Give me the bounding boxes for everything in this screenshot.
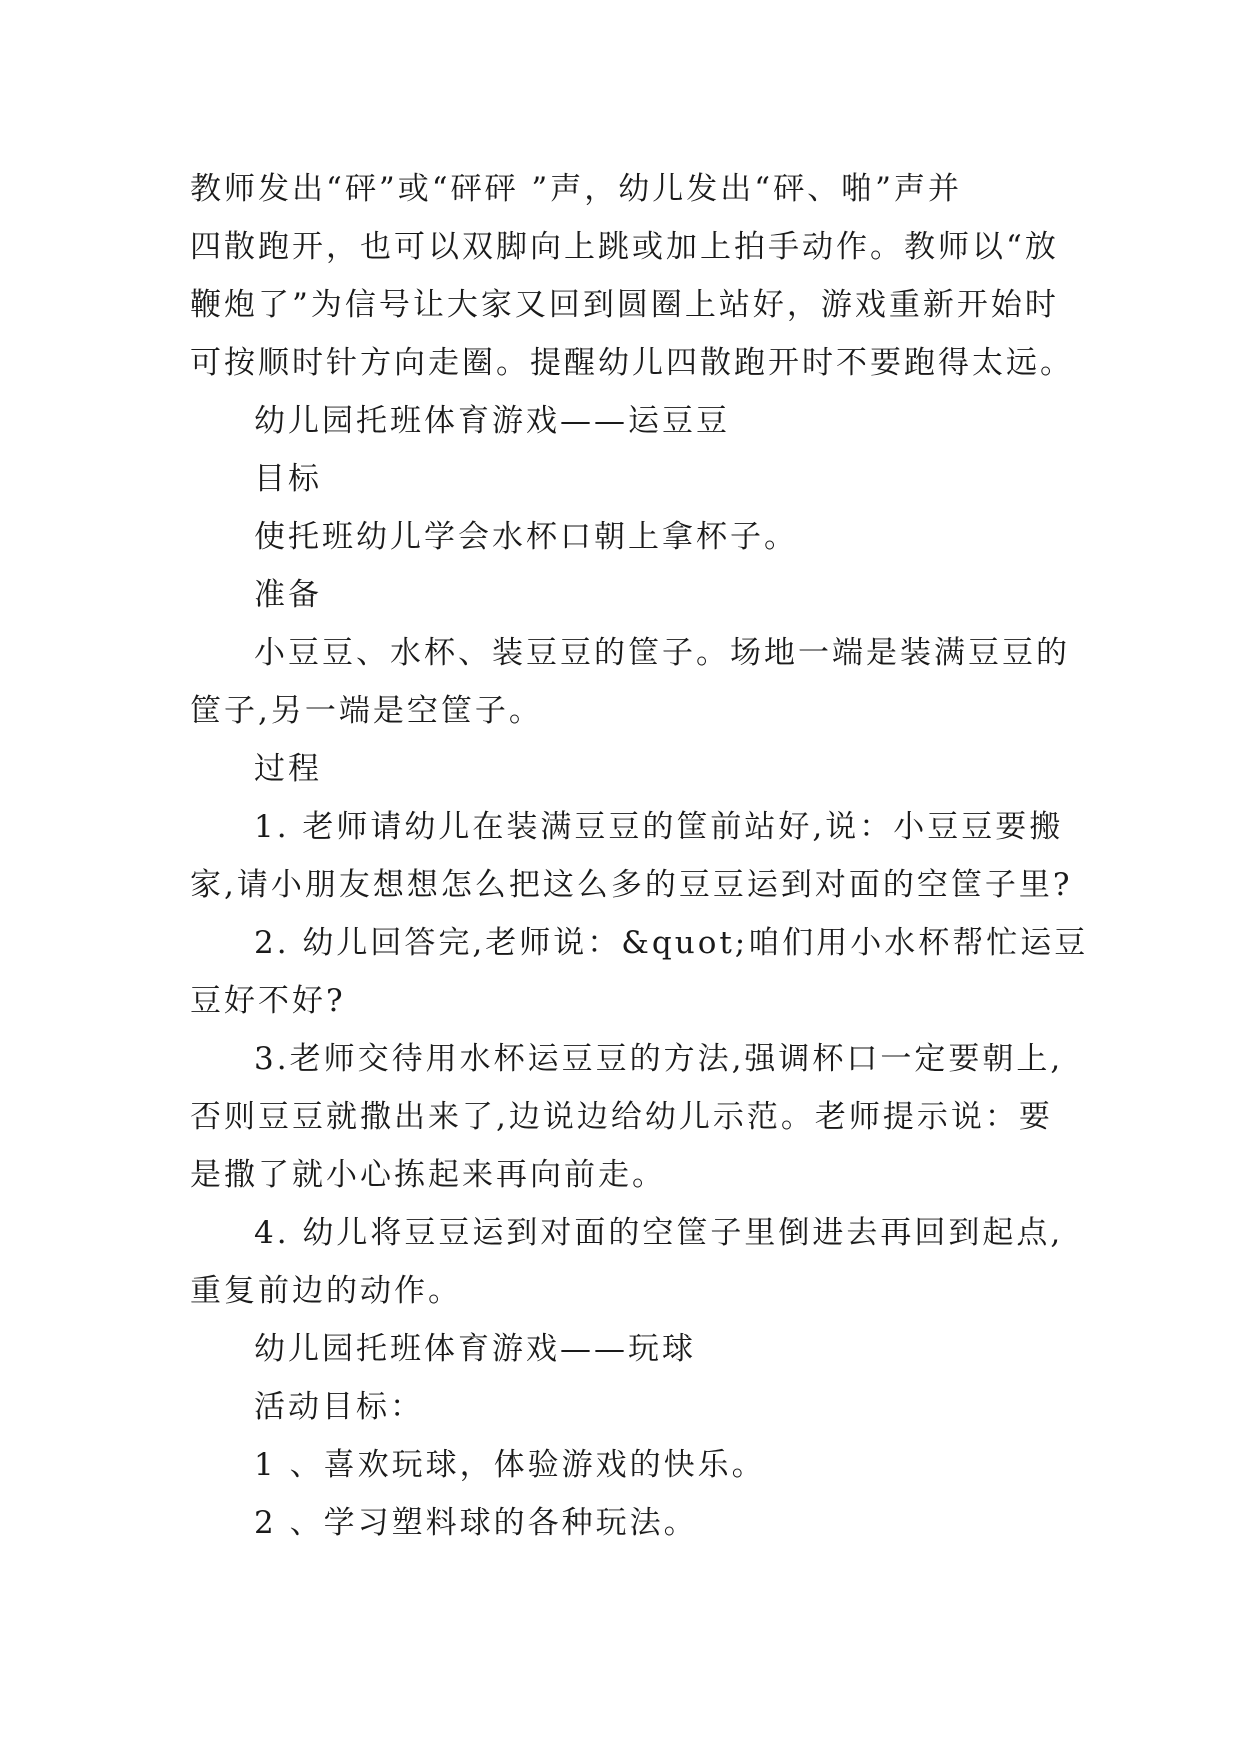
paragraph [190,508,1052,566]
paragraph [190,1320,1052,1378]
text-line: 四散跑开，也可以双脚向上跳或加上拍手动作。教师以“放 [190,229,1059,265]
text-line: 否则豆豆就撒出来了,边说边给幼儿示范。老师提示说：要 [190,1099,1053,1135]
paragraph [190,392,1052,450]
text-line: 幼儿园托班体育游戏——运豆豆 [254,403,730,439]
text-line: 重复前边的动作。 [190,1273,462,1309]
paragraph [190,1494,1052,1552]
text-line: 幼儿园托班体育游戏——玩球 [254,1331,696,1367]
paragraph [190,740,1052,798]
paragraph [190,450,1052,508]
text-line: 筐子,另一端是空筐子。 [190,693,543,729]
paragraph [190,1378,1052,1436]
text-line: 鞭炮了”为信号让大家又回到圆圈上站好，游戏重新开始时 [190,287,1059,323]
paragraph [190,160,1074,392]
text-line: 活动目标： [254,1389,424,1425]
paragraph [190,566,1052,624]
text-line: 2. 幼儿回答完,老师说：&quot;咱们用小水杯帮忙运豆 [254,925,1089,961]
text-line: 3.老师交待用水杯运豆豆的方法,强调杯口一定要朝上, [254,1041,1064,1077]
paragraph [190,1030,1064,1204]
text-line: 1 、喜欢玩球，体验游戏的快乐。 [254,1447,766,1483]
text-line: 豆好不好? [190,983,346,1019]
text-line: 4. 幼儿将豆豆运到对面的空筐子里倒进去再回到起点, [254,1215,1064,1251]
document-body [190,160,1089,1552]
paragraph [190,1204,1064,1320]
paragraph [190,798,1073,914]
text-line: 家,请小朋友想想怎么把这么多的豆豆运到对面的空筐子里? [190,867,1073,903]
paragraph [190,624,1070,740]
text-line: 教师发出“砰”或“砰砰 ”声，幼儿发出“砰、啪”声并 [190,171,962,207]
paragraph [190,914,1089,1030]
text-line: 准备 [254,577,322,613]
text-line: 使托班幼儿学会水杯口朝上拿杯子。 [254,519,798,555]
text-line: 小豆豆、水杯、装豆豆的筐子。场地一端是装满豆豆的 [254,635,1070,671]
text-line: 可按顺时针方向走圈。提醒幼儿四散跑开时不要跑得太远。 [190,345,1074,381]
text-line: 过程 [254,751,322,787]
text-line: 1. 老师请幼儿在装满豆豆的筐前站好,说：小豆豆要搬 [254,809,1064,845]
text-line: 2 、学习塑料球的各种玩法。 [254,1505,698,1541]
text-line: 是撒了就小心拣起来再向前走。 [190,1157,666,1193]
paragraph [190,1436,1052,1494]
text-line: 目标 [254,461,322,497]
